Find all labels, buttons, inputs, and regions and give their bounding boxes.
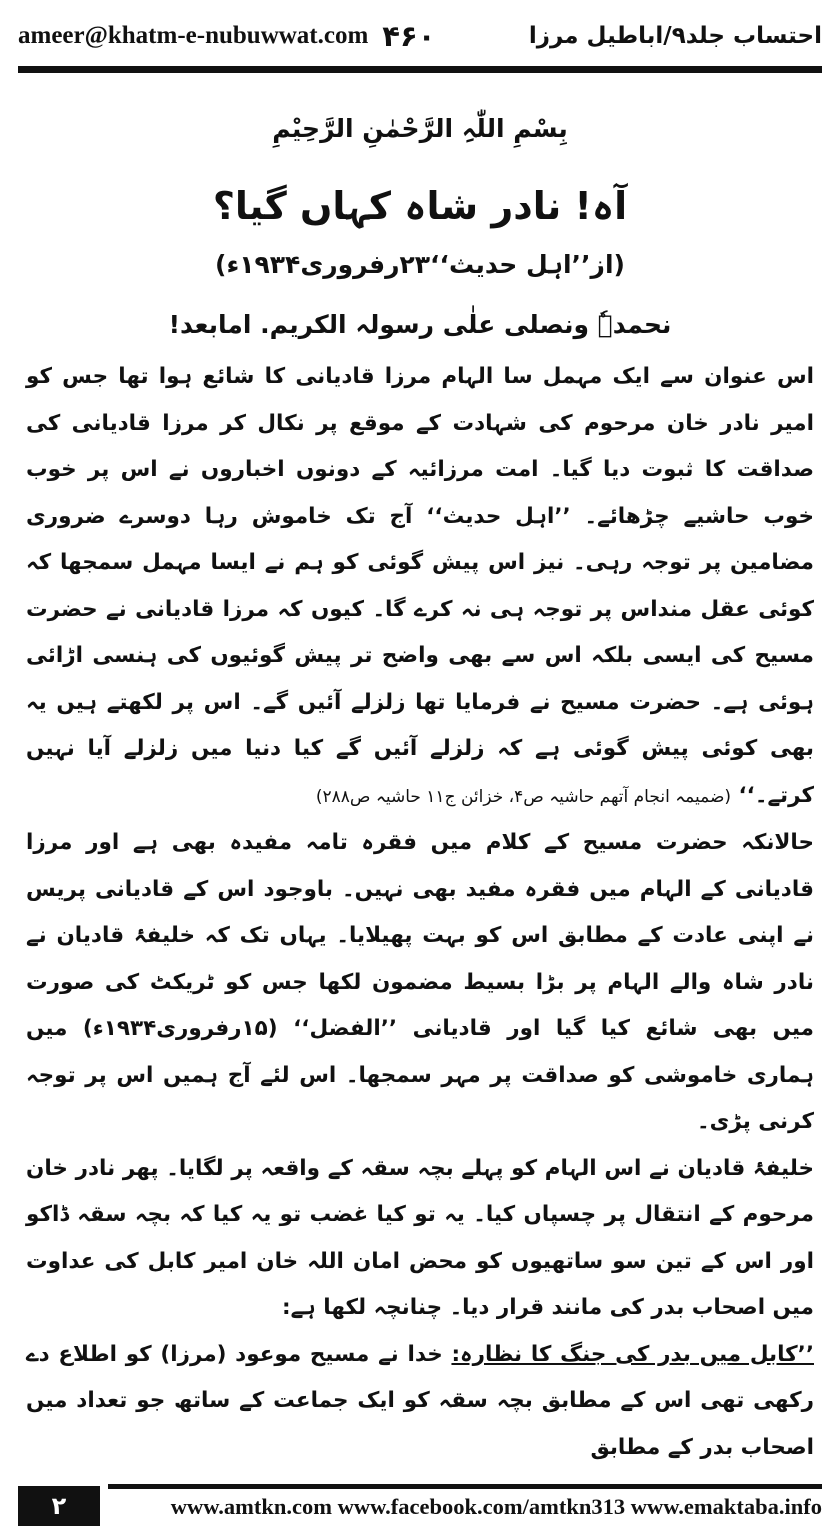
paragraph-4 [26,1332,814,1472]
page-content [26,92,814,1471]
header-left [18,19,435,53]
footer-links[interactable]: www.amtkn.com www.facebook.com/amtkn313 www.emaktaba.info [170,1494,822,1519]
paragraph-4-heading: ’’کابل میں بدر کی جنگ کا نظارہ: [451,1341,814,1367]
footer-rule [108,1484,822,1489]
bismillah: بِسْمِ اللّٰہِ الرَّحْمٰنِ الرَّحِیْمِ [272,114,568,143]
paragraph-4-text: خدا نے مسیح موعود (مرزا) کو اطلاع دے رکھی تھی اس کے مطابق بچہ سقہ کو ایک جماعت کے ساتھ جو تعداد میں اصحاب بدر کے مطابق [26,1341,814,1460]
page-footer [18,1484,822,1528]
header-email: ameer@khatm-e-nubuwwat.com [18,22,369,49]
page-header [18,8,822,64]
paragraph-3: خلیفۂ قادیان نے اس الہام کو پہلے بچہ سقہ کے واقعہ پر لگایا۔ پھر نادر خان مرحوم کے انتقال پر چسپاں کیا۔ یہ تو کیا غضب تو یہ کیا کہ بچہ سقہ ڈاکو اور اس کے تین سو ساتھیوں کو محض امان اللہ خان امیر کابل کی عداوت میں اصحاب بدر کی مانند قرار دیا۔ چنانچہ لکھا ہے: [26,1155,814,1320]
header-book-title: احتساب جلد۹/اباطیل مرزا [528,23,822,49]
article-title: آہ! نادر شاہ کہاں گیا؟ [212,184,628,228]
paragraph-1 [26,354,814,820]
paragraph-2: حالانکہ حضرت مسیح کے کلام میں فقرہ تامہ مفیدہ بھی ہے اور مرزا قادیانی کے الہام میں فقرہ مفید بھی نہیں۔ باوجود اس کے قادیانی پریس نے اپنی عادت کے مطابق اس کو بہت پھیلایا۔ یہاں تک کہ خلیفۂ قادیان نے نادر شاہ والے الہام پر بڑا بسیط مضمون لکھا جس کو ٹریکٹ کی صورت میں بھی شائع کیا گیا اور قادیانی ’’الفضل‘‘ (۱۵رفروری۱۹۳۴ء) میں ہماری خاموشی کو صداقت پر مہر سمجھا۔ اس لئے آج ہمیں اس پر توجہ کرنی پڑی۔ [26,830,814,1134]
paragraph-1-reference: (ضمیمہ انجام آتھم حاشیہ ص۴، خزائن ج۱۱ حاشیہ ص۲۸۸) [315,786,732,807]
article-body [26,354,814,1471]
paragraph-1-text: اس عنوان سے ایک مہمل سا الہام مرزا قادیانی کا شائع ہوا تھا جس کو امیر نادر خان مرحوم کی شہادت کے موقع پر نکال کر مرزا قادیانی کی صداقت کا ثبوت دیا گیا۔ امت مرزائیہ کے دونوں اخباروں نے اس پر خوب خوب حاشیے چڑھائے۔ ’’اہل حدیث‘‘ آج تک خاموش رہا دوسرے ضروری مضامین پر توجہ رہی۔ نیز اس پیش گوئی کو ہم نے ایسا مہمل سمجھا کہ کوئی عقل منداس پر توجہ ہی نہ کرے گا۔ کیوں کہ مرزا قادیانی نے حضرت مسیح کی ایسی بلکہ اس سے بھی واضح تر پیش گوئیوں کی ہنسی اڑائی ہوئی ہے۔ حضرت مسیح نے فرمایا تھا زلزلے آئیں گے۔ اس پر لکھتے ہیں یہ بھی کوئی پیش گوئی ہے کہ زلزلے آئیں گے کیا دنیا میں زلزلے آیا نہیں کرتے۔‘‘ [26,364,814,808]
header-rule [18,66,822,73]
article-source: (از’’اہل حدیث‘‘۲۳رفروری۱۹۳۴ء) [215,250,625,279]
header-page-number: ۴۶۰ [382,19,436,53]
opening-line: نحمدہٗ ونصلی علٰی رسولہ الکریم. امابعد! [168,310,672,339]
footer-page-box: ۲ [18,1486,100,1526]
